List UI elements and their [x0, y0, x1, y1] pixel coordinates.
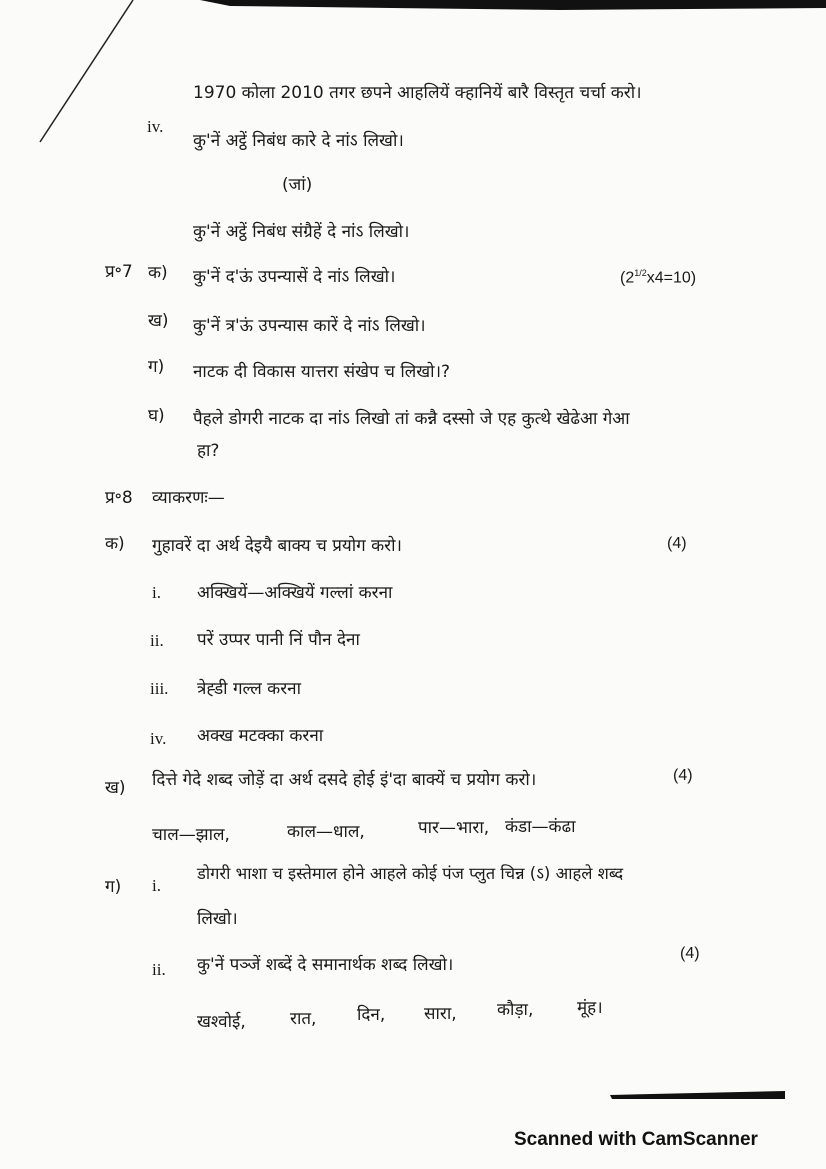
q8-ka-text: गुहावरें दा अर्थ देइयै बाक्य च प्रयोग करो। [152, 536, 402, 556]
q8-ga-marks: (4) [680, 945, 700, 962]
q7-number: प्र॰7 [105, 262, 133, 282]
q8-kha-label: ख) [105, 778, 126, 798]
q7-item-text: नाटक दी विकास यात्तरा संखेप च लिखो।? [193, 362, 451, 382]
idiom-text: त्रेह्डी गल्ल करना [197, 679, 301, 699]
camscanner-watermark: Scanned with CamScanner [514, 1129, 758, 1150]
idiom-number: i. [152, 583, 161, 602]
idiom-text: अक्खियें—अक्खियें गल्लां करना [197, 583, 393, 603]
q7-item-label: ख) [148, 311, 169, 331]
q8-ka-label: क) [105, 534, 125, 554]
q8-ga-ii-number: ii. [152, 960, 166, 979]
q8-number: प्र॰8 [105, 488, 133, 508]
q8-ga-ii-text: कु'नें पञ्जें शब्दें दे समानार्थक शब्द लिखो। [197, 955, 454, 975]
q7-item-text: कु'नें द'ऊं उपन्यासें दे नांऽ लिखो। [193, 267, 396, 287]
synonym-word: मूंह। [577, 998, 603, 1018]
q7-item-text: पैहले डोगरी नाटक दा नांऽ लिखो तां कन्नै दस्सो जे एह कुत्थे खेढेआ गेआ [193, 409, 630, 429]
q7-marks: $(2^{1/2}x4=10)$ [620, 268, 697, 287]
q8-ka-marks: (4) [667, 535, 687, 552]
q8-title: व्याकरणः— [152, 488, 225, 508]
q8-ga-i-text: डोगरी भाशा च इस्तेमाल होने आहले कोई पंज प्लुत चिन्न (ऽ) आहले शब्द [197, 864, 624, 883]
idiom-number: iii. [150, 679, 169, 698]
q8-ga-i-number: i. [152, 876, 161, 895]
q6-alt-text: कु'नें अट्ठें निबंध संग्रैहें दे नांऽ लिखो। [193, 222, 410, 242]
word-pair: पार—भारा, [418, 818, 490, 838]
word-pair: काल—धाल, [287, 822, 365, 842]
q7-item-text-cont: हा? [197, 441, 220, 461]
word-pair: कंडा—कंढा [505, 817, 576, 837]
q7-item-label: घ) [148, 406, 165, 426]
q6-or: (जां) [282, 175, 313, 195]
synonym-word: खश्वोई, [197, 1012, 246, 1032]
q6-iv-number: iv. [147, 117, 164, 136]
q8-ga-i-text-cont: लिखो। [197, 909, 238, 929]
q7-item-label: क) [148, 263, 168, 283]
word-pair: चाल—झाल, [152, 825, 230, 845]
synonym-word: कौड़ा, [497, 1000, 534, 1020]
synonym-word: रात, [290, 1009, 317, 1029]
q6-line1: 1970 कोला 2010 तगर छपने आहलियें क्हानियें बारै विस्तृत चर्चा करो। [193, 83, 642, 103]
idiom-text: अक्ख मटक्का करना [197, 726, 324, 746]
idiom-text: परें उप्पर पानी निं पौन देना [197, 630, 360, 650]
synonym-word: सारा, [424, 1004, 457, 1024]
synonym-word: दिन, [357, 1005, 386, 1025]
q8-ga-label: ग) [105, 877, 122, 897]
idiom-number: ii. [150, 631, 164, 650]
q8-kha-text: दित्ते गेदे शब्द जोड़ें दा अर्थ दसदे होई इं'दा बाक्यें च प्रयोग करो। [152, 770, 537, 790]
q7-item-text: कु'नें त्र'ऊं उपन्यास कारें दे नांऽ लिखो। [193, 316, 426, 336]
q7-item-label: ग) [148, 357, 165, 377]
q6-iv-text: कु'नें अट्ठें निबंध कारे दे नांऽ लिखो। [193, 131, 404, 151]
idiom-number: iv. [150, 729, 167, 748]
q8-kha-marks: (4) [673, 767, 693, 784]
